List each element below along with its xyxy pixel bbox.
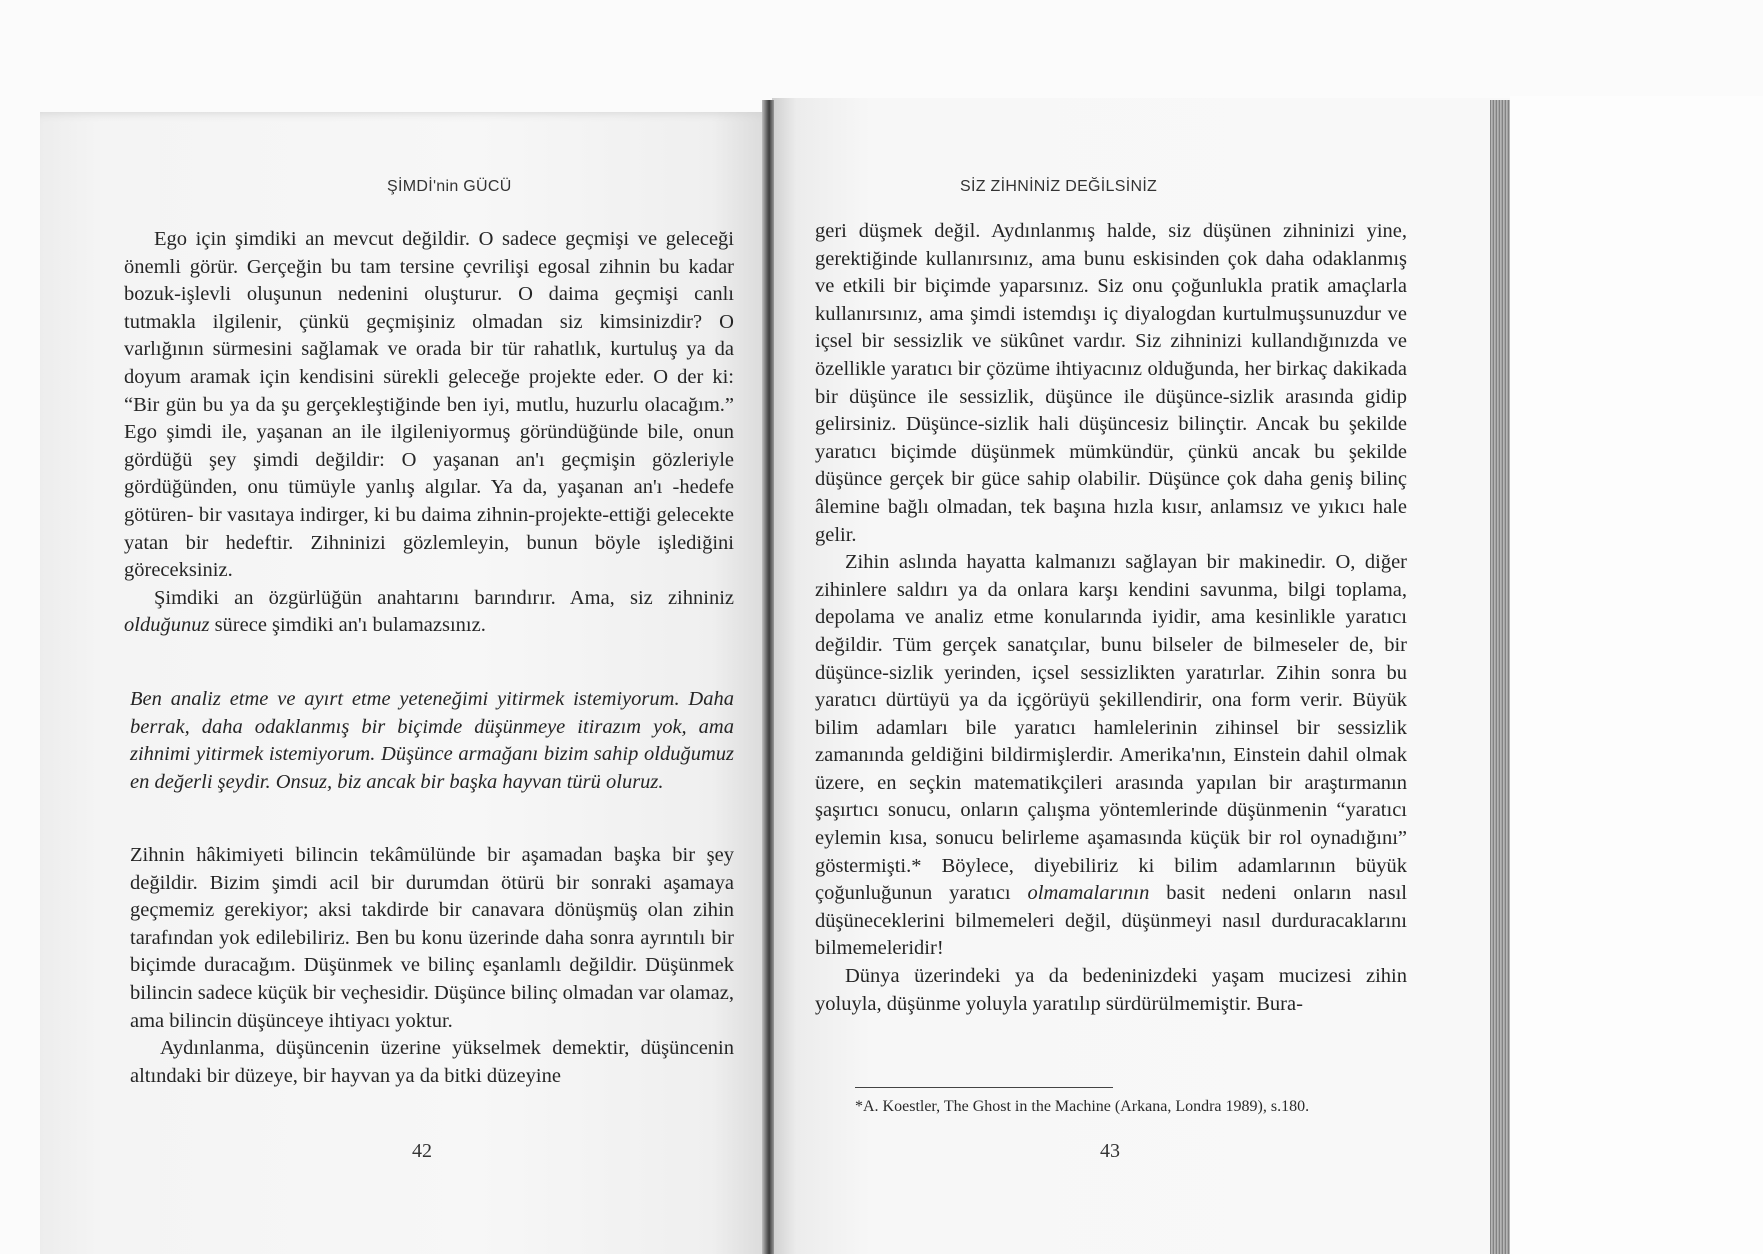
left-paragraph-2-text-b: sürece şimdiki an'ı bulamazsınız.	[209, 614, 486, 637]
left-italic-quote: Ben analiz etme ve ayırt etme yeteneğimi yitirmek istemiyorum. Daha berrak, daha odaklanmış bir biçimde düşünmeye itirazım yok, ama zihnimi yitirmek istemiyorum. Düşünce armağanı bizim sahip olduğumuz en değerli şeydir. Onsuz, biz ancak bir başka hayvan türü oluruz.	[130, 688, 734, 793]
left-body-bottom	[130, 842, 734, 1090]
right-paragraph-3: Dünya üzerindeki ya da bedeninizdeki yaşam mucizesi zihin yoluyla, düşünme yoluyla yaratılıp sürdürülmemiştir. Bura-	[815, 965, 1407, 1015]
left-paragraph-1: Ego için şimdiki an mevcut değildir. O sadece geçmişi ve geleceği önemli görür. Gerçeğin bu tam tersine çevrilişi egosal zihnin bu kadar bozuk-işlevli oluşunun nedenini oluşturur. O daima geçmişi canlı tutmakla ilgilenir, çünkü geçmişiniz olmadan siz kimsinizdir? O varlığının sürmesini sağlamak ve orada bir tür rahatlık, kurtuluş ya da doyum aramak için kendisini sürekli geleceğe projekte eder. O der ki: “Bir gün bu ya da şu gerçekleştiğinde ben iyi, mutlu, huzurlu olacağım.” Ego şimdi ile, yaşanan an ile ilgileniyormuş göründüğünde bile, onun gördüğü şey şimdi değildir: O yaşanan an'ı geçmişin gözleriyle gördüğünden, onu tümüyle yanlış algılar. Ya da, yaşanan an'ı -hedefe götüren- bir vasıtaya indirger, ki bu daima zihnin-projekte-ettiği gelecekte yatan bir hedeftir. Zihninizi gözlemleyin, bunun böyle işlediğini göreceksiniz.	[124, 228, 734, 582]
footnote: *A. Koestler, The Ghost in the Machine (Arkana, Londra 1989), s.180.	[855, 1098, 1310, 1115]
right-body	[815, 218, 1407, 1018]
left-body-top	[124, 226, 734, 640]
left-paragraph-4: Aydınlanma, düşüncenin üzerine yükselmek demektir, düşüncenin altındaki bir düzeye, bir hayvan ya da bitki düzeyine	[130, 1037, 734, 1087]
left-paragraph-3: Zihnin hâkimiyeti bilincin tekâmülünde bir aşamadan başka bir şey değildir. Bizim şimdi acil bir durumdan ötürü bir sonraki aşamaya geçmemiz gerekiyor; aksi takdirde bir canavara dönüşmüş olan zihin tarafından yok edilebiliriz. Ben bu konu üzerinde daha sonra ayrıntılı bir biçimde duracağım. Düşünmek ve bilinç eşanlamlı değildir. Düşünmek bilincin sadece küçük bir veçhesidir. Düşünce bilinç olmadan var olamaz, ama bilincin düşünceye ihtiyacı yoktur.	[130, 844, 734, 1032]
left-running-head: ŞİMDİ'nin GÜCÜ	[387, 178, 512, 195]
right-paragraph-2-emphasis: olmamalarının	[1027, 882, 1150, 905]
book-spine	[762, 100, 774, 1254]
right-paragraph-2-text-b: basit nedeni onların nasıl düşüneceklerini bilmemeleri değil, düşünmeyi nasıl durduracaklarını bilmemeleridir!	[815, 882, 1407, 960]
left-paragraph-2	[124, 585, 734, 640]
footnote-rule	[855, 1087, 1113, 1088]
left-paragraph-2-emphasis: olduğunuz	[124, 614, 210, 637]
left-paragraph-2-text-a: Şimdiki an özgürlüğün anahtarını barındırır. Ama, siz zihniniz	[154, 586, 734, 609]
right-paragraph-2	[815, 549, 1407, 963]
right-page-number: 43	[1100, 1140, 1120, 1162]
page-edges	[1490, 100, 1510, 1254]
right-paragraph-1: geri düşmek değil. Aydınlanmış halde, siz düşünen zihninizi yine, gerektiğinde kullanırsınız, ama bunu eskisinden çok daha odaklanmış ve etkili bir biçimde yaparsınız. Siz onu çoğunlukla pratik amaçlarla kullanırsınız, ama şimdi istemdışı iç diyalogdan kurtulmuşsunuzdur ve içsel bir sessizlik ve sükûnet vardır. Siz zihninizi kullandığınızda ve özellikle yaratıcı bir çözüme ihtiyacınız olduğunda, her birkaç dakikada bir düşünce ile sessizlik, düşünce ile düşünce-sizlik arasında gidip gelirsiniz. Düşünce-sizlik hali düşüncesiz bilinçtir. Ancak bu şekilde yaratıcı biçimde düşünmek mümkündür, çünkü ancak bu şekilde düşünce gerçek bir güce sahip olabilir. Düşünce çok daha geniş bilinç âlemine bağlı olmadan, tek başına hızla kısır, anlamsız ve yıkıcı hale gelir.	[815, 220, 1407, 546]
right-running-head: SİZ ZİHNİNİZ DEĞİLSİNİZ	[960, 178, 1158, 195]
scan-margin	[1510, 96, 1763, 1254]
right-paragraph-2-text-a: Zihin aslında hayatta kalmanızı sağlayan bir makinedir. O, diğer zihinlere saldırı ya da onlara karşı kendini savunma, bilgi toplama, depolama ve analiz etme konularında iyidir, ama kesinlikle yaratıcı değildir. Tüm gerçek sanatçılar, bunu bilseler de bilmeseler de, bir düşünce-sizlik yerinden, içsel sessizlikten yaratırlar. Zihin sonra bu yaratıcı dürtüyü ya da içgörüyü şekillendirir, ona form verir. Büyük bilim adamları bile yaratıcı hamlelerinin zihinsel bir sessizlik zamanında geldiğini bildirmişlerdir. Amerika'nın, Einstein dahil olmak üzere, en seçkin matematikçileri arasında yapılan bir araştırmanın şaşırtıcı sonucu, onların çalışma yöntemlerinde düşünmenin “yaratıcı eylemin kısa, sonucu belirleme aşamasında küçük bir rol oynadığını” göstermişti.* Böylece, diyebiliriz ki bilim adamlarının büyük çoğunluğunun yaratıcı	[815, 551, 1407, 905]
left-page-number: 42	[412, 1140, 432, 1162]
